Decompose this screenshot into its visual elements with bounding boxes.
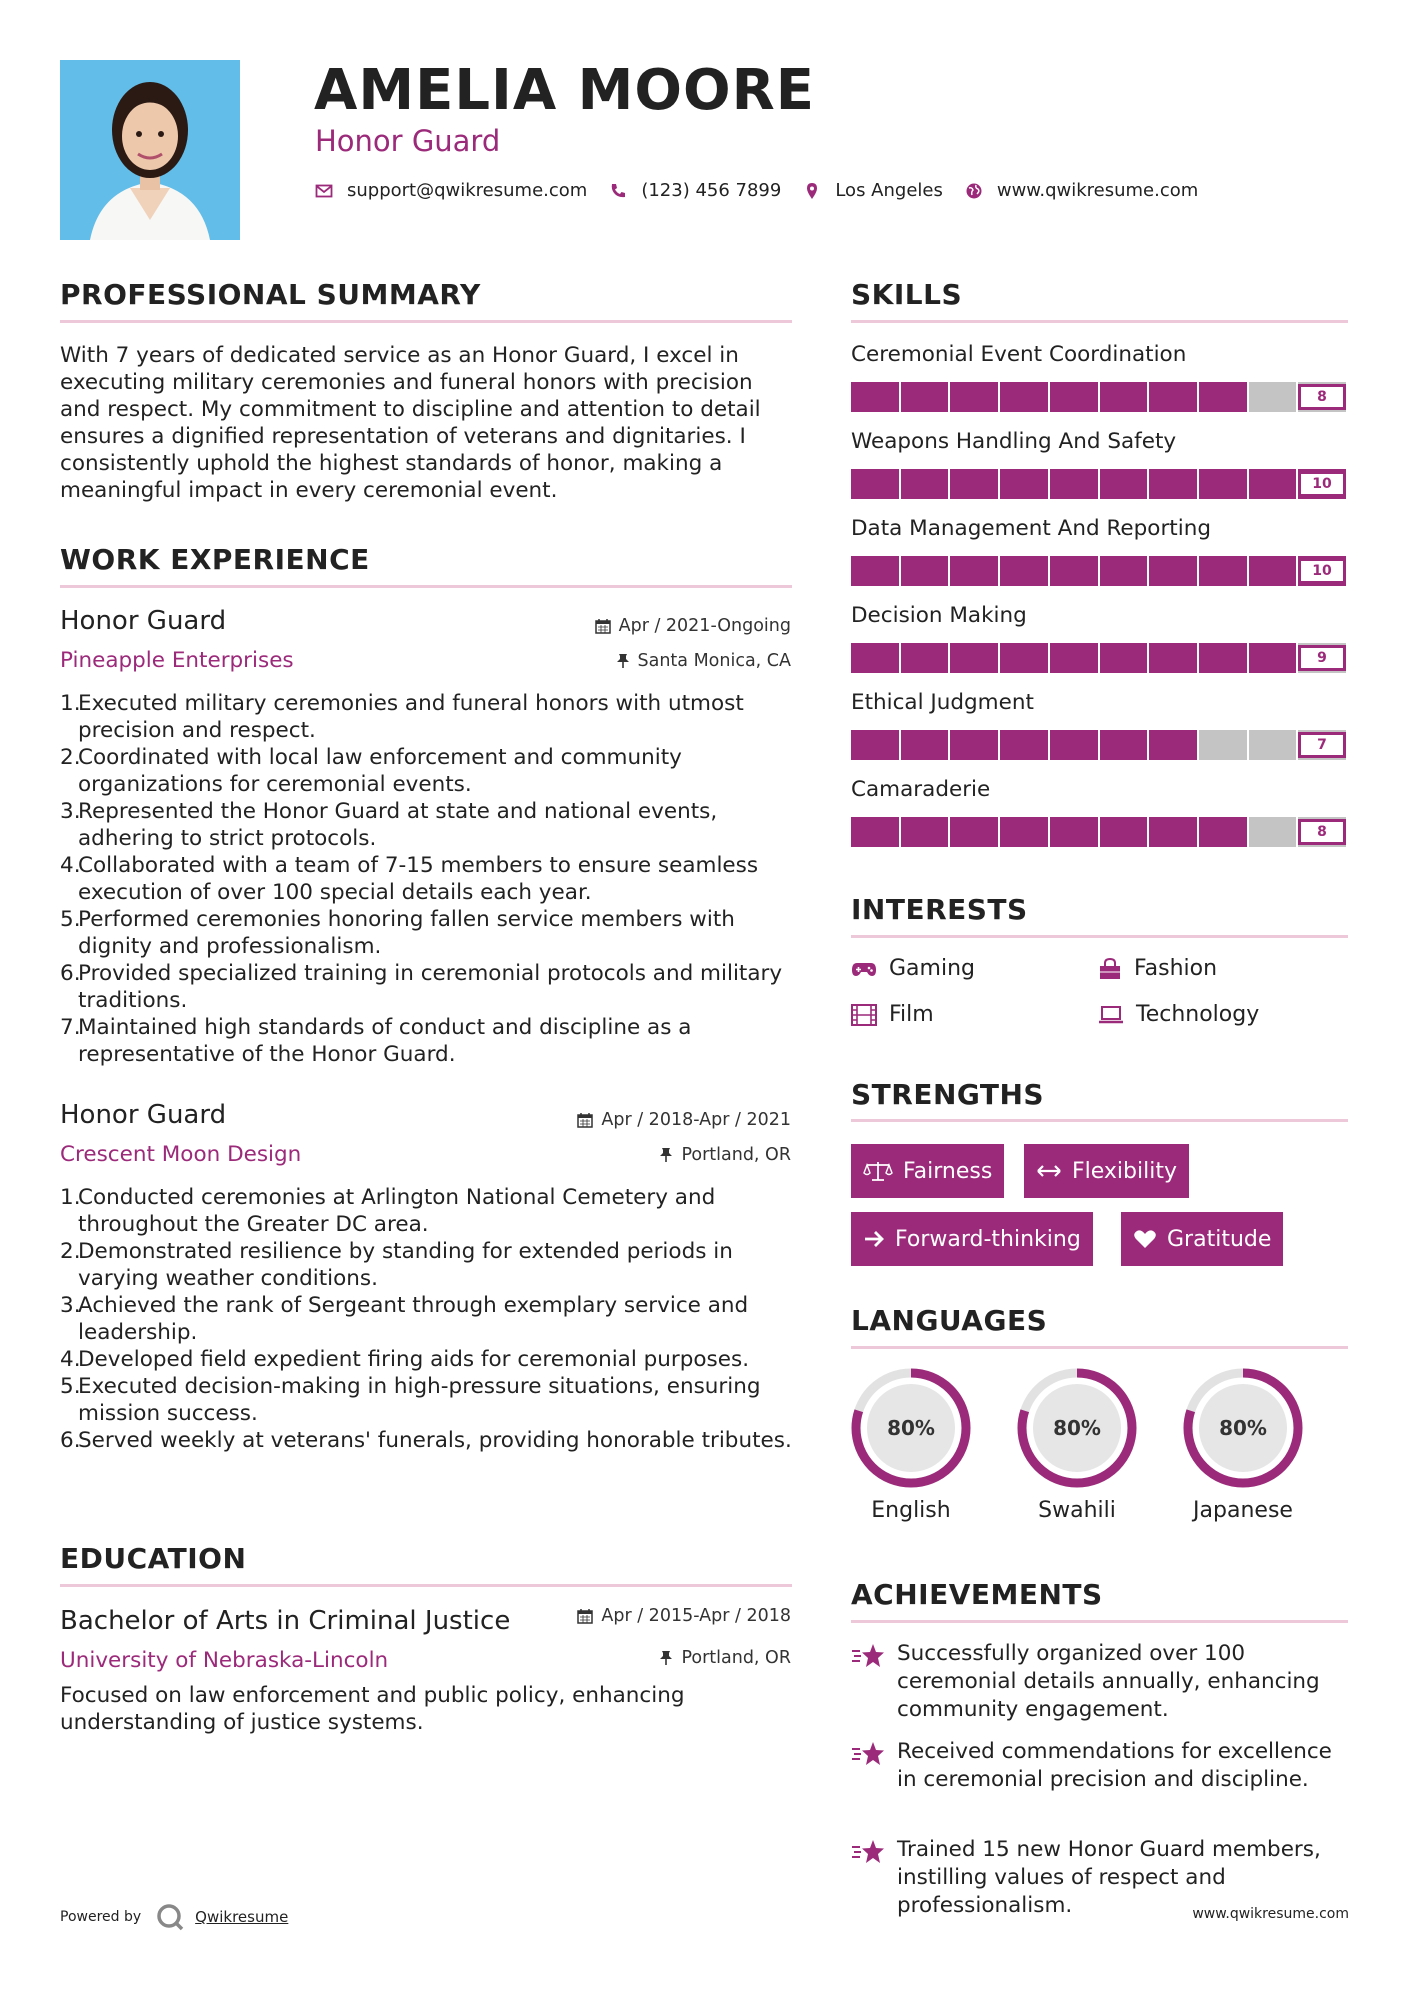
profile-photo — [60, 60, 240, 240]
skill-bar-segment — [1050, 643, 1098, 673]
summary-text: With 7 years of dedicated service as an Honor Guard, I excel in executing military ceremonies and funeral honors with precision and respect. My commitment to discipline and attention to detail ensures a dignified representation of veterans and dignitaries. I consistently uphold the highest standards of honor, making a meaningful impact in every ceremonial event. — [60, 343, 761, 503]
star-icon — [851, 1838, 885, 1866]
education-dates-text: Apr / 2015-Apr / 2018 — [601, 1606, 791, 1626]
pushpin-icon — [659, 1147, 673, 1163]
achievement-text: Successfully organized over 100 ceremonial details annually, enhancing community engagement. — [897, 1641, 1320, 1722]
balance-scale-icon — [863, 1160, 893, 1182]
skill-bar-segment — [1199, 817, 1247, 847]
list-item: Achieved the rank of Sergeant through exemplary service and leadership. — [78, 1293, 749, 1345]
skill-bar — [851, 817, 1348, 847]
interest-item-film — [851, 1002, 934, 1027]
globe-icon — [965, 182, 983, 200]
contact-email[interactable] — [315, 180, 587, 201]
experience-heading: WORK EXPERIENCE — [60, 543, 370, 576]
strength-tag-gratitude — [1121, 1212, 1283, 1266]
job-title: Honor Guard — [60, 606, 227, 636]
skill-bar-segment — [1199, 730, 1247, 760]
language-ring — [1015, 1366, 1139, 1494]
list-item: Performed ceremonies honoring fallen service members with dignity and professionalism. — [78, 907, 735, 959]
skill-bar-segment — [1149, 382, 1197, 412]
language-percent: 80% — [1053, 1416, 1101, 1440]
skill-bar-segment — [1100, 643, 1148, 673]
job-company: Crescent Moon Design — [60, 1142, 302, 1167]
job-location-text: Santa Monica, CA — [637, 651, 791, 671]
pushpin-icon — [659, 1650, 673, 1666]
job-company: Pineapple Enterprises — [60, 648, 294, 673]
strength-tag-flexibility — [1024, 1144, 1189, 1198]
job-duties-list — [60, 690, 795, 1068]
skill-bar-segment — [1199, 469, 1247, 499]
skills-heading: SKILLS — [851, 278, 963, 311]
skill-bar-segment — [1249, 643, 1297, 673]
language-progress-ring — [849, 1366, 973, 1490]
calendar-icon — [577, 1608, 593, 1624]
strength-tag-forward-thinking — [851, 1212, 1093, 1266]
job-title: Honor Guard — [60, 1100, 227, 1130]
skill-level-badge: 10 — [1298, 471, 1346, 497]
summary-divider — [60, 320, 792, 323]
skill-label: Weapons Handling And Safety — [851, 429, 1177, 454]
interest-label: Technology — [1136, 1002, 1260, 1027]
strength-label: Gratitude — [1167, 1226, 1272, 1252]
language-progress-ring — [1015, 1366, 1139, 1490]
skill-bar-segment — [1000, 382, 1048, 412]
gamepad-icon — [851, 960, 877, 978]
job-location — [616, 651, 792, 671]
summary-heading: PROFESSIONAL SUMMARY — [60, 278, 481, 311]
education-divider — [60, 1584, 792, 1587]
achievement-item — [851, 1640, 1351, 1724]
skill-bar-segment — [1000, 730, 1048, 760]
skill-bar-segment — [1000, 556, 1048, 586]
interest-item-technology — [1098, 1002, 1259, 1027]
contact-location — [803, 180, 943, 201]
interest-item-gaming — [851, 956, 975, 981]
interest-label: Film — [889, 1002, 934, 1027]
job-duties-list — [60, 1184, 795, 1454]
list-item: Demonstrated resilience by standing for extended periods in varying weather conditions. — [78, 1239, 733, 1291]
language-percent: 80% — [1219, 1416, 1267, 1440]
strengths-divider — [851, 1119, 1348, 1122]
language-name: Swahili — [1038, 1498, 1116, 1523]
shopping-bag-icon — [1098, 958, 1122, 980]
job-dates — [577, 1110, 791, 1130]
skill-level-badge: 8 — [1298, 384, 1346, 410]
skill-bar-segment — [1000, 643, 1048, 673]
skill-bar-segment — [950, 643, 998, 673]
skill-bar-segment — [1199, 556, 1247, 586]
interests-heading: INTERESTS — [851, 893, 1028, 926]
strength-tag-fairness — [851, 1144, 1004, 1198]
list-item: Represented the Honor Guard at state and national events, adhering to strict protocols. — [78, 799, 718, 851]
list-item: Developed field expedient firing aids for ceremonial purposes. — [78, 1347, 750, 1372]
location-text: Los Angeles — [835, 180, 943, 201]
skill-bar — [851, 730, 1348, 760]
languages-divider — [851, 1346, 1348, 1349]
job-location — [659, 1145, 791, 1165]
skill-bar-segment — [851, 643, 899, 673]
skill-bar — [851, 556, 1348, 586]
skill-bar-segment — [1050, 469, 1098, 499]
phone-text: (123) 456 7899 — [641, 180, 782, 201]
language-percent: 80% — [887, 1416, 935, 1440]
skill-bar — [851, 469, 1348, 499]
skill-bar-segment — [1050, 382, 1098, 412]
strength-label: Forward-thinking — [895, 1226, 1081, 1252]
achievement-text: Trained 15 new Honor Guard members, instilling values of respect and professionalism. — [897, 1837, 1321, 1918]
language-name: English — [871, 1498, 951, 1523]
film-icon — [851, 1004, 877, 1026]
skill-label: Ceremonial Event Coordination — [851, 342, 1187, 367]
interest-item-fashion — [1098, 956, 1217, 981]
skill-bar-segment — [901, 556, 949, 586]
achievements-heading: ACHIEVEMENTS — [851, 1578, 1103, 1611]
skill-bar-segment — [901, 730, 949, 760]
skill-bar-segment — [950, 817, 998, 847]
list-item: Executed military ceremonies and funeral honors with utmost precision and respect. — [78, 691, 744, 743]
skill-bar-segment — [901, 469, 949, 499]
education-dates — [577, 1606, 791, 1626]
skill-bar — [851, 643, 1348, 673]
candidate-name: AMELIA MOORE — [314, 58, 815, 123]
skill-bar-segment — [851, 730, 899, 760]
language-ring — [849, 1366, 973, 1494]
skill-label: Decision Making — [851, 603, 1027, 628]
skill-bar-segment — [851, 469, 899, 499]
skill-bar-segment — [950, 469, 998, 499]
language-name: Japanese — [1193, 1498, 1293, 1523]
email-text: support@qwikresume.com — [347, 180, 588, 201]
skill-bar-segment — [950, 730, 998, 760]
contact-phone[interactable] — [609, 180, 781, 201]
strengths-heading: STRENGTHS — [851, 1078, 1045, 1111]
contact-bar — [315, 180, 1220, 201]
strength-label: Fairness — [903, 1158, 993, 1184]
education-location-text: Portland, OR — [681, 1648, 791, 1668]
achievement-item — [851, 1738, 1351, 1794]
skill-bar-segment — [1000, 469, 1048, 499]
skill-bar-segment — [1000, 817, 1048, 847]
skill-bar-segment — [1249, 382, 1297, 412]
achievement-text: Received commendations for excellence in ceremonial precision and discipline. — [897, 1739, 1332, 1792]
skill-bar-segment — [1249, 469, 1297, 499]
languages-heading: LANGUAGES — [851, 1304, 1048, 1337]
calendar-icon — [595, 618, 611, 634]
experience-divider — [60, 585, 792, 588]
skill-label: Camaraderie — [851, 777, 991, 802]
footer-powered-by — [60, 1902, 288, 1932]
star-icon — [851, 1740, 885, 1768]
skill-bar-segment — [1050, 556, 1098, 586]
interest-label: Gaming — [889, 956, 975, 981]
list-item: Maintained high standards of conduct and discipline as a representative of the Honor Guard. — [78, 1015, 692, 1067]
skill-bar-segment — [1100, 817, 1148, 847]
contact-website[interactable] — [965, 180, 1198, 201]
skill-bar-segment — [1100, 469, 1148, 499]
skill-bar — [851, 382, 1348, 412]
laptop-icon — [1098, 1006, 1124, 1024]
phone-icon — [609, 182, 627, 200]
skill-bar-segment — [1249, 817, 1297, 847]
skill-bar-segment — [1149, 556, 1197, 586]
skill-bar-segment — [1199, 643, 1247, 673]
skill-bar-segment — [901, 382, 949, 412]
skill-bar-segment — [1100, 556, 1148, 586]
skill-bar-segment — [1199, 382, 1247, 412]
arrows-horizontal-icon — [1036, 1163, 1062, 1179]
arrow-right-icon — [863, 1230, 885, 1248]
skill-bar-segment — [1249, 556, 1297, 586]
list-item: Coordinated with local law enforcement and community organizations for ceremonial events. — [78, 745, 682, 797]
website-text: www.qwikresume.com — [996, 180, 1199, 201]
candidate-title: Honor Guard — [315, 124, 501, 158]
skill-bar-segment — [950, 382, 998, 412]
star-icon — [851, 1642, 885, 1670]
skill-level-badge: 9 — [1298, 645, 1346, 671]
job-dates — [595, 616, 791, 636]
education-location — [659, 1648, 791, 1668]
skill-bar-segment — [901, 643, 949, 673]
skill-bar-segment — [1149, 469, 1197, 499]
achievements-divider — [851, 1620, 1348, 1623]
interests-divider — [851, 935, 1348, 938]
powered-by-text: Powered by — [60, 1909, 142, 1925]
calendar-icon — [577, 1112, 593, 1128]
envelope-icon — [315, 182, 333, 200]
footer-website[interactable]: www.qwikresume.com — [1192, 1906, 1349, 1922]
pushpin-icon — [616, 653, 630, 669]
skill-bar-segment — [1249, 730, 1297, 760]
skill-level-badge: 8 — [1298, 819, 1346, 845]
language-ring — [1181, 1366, 1305, 1494]
skill-level-badge: 10 — [1298, 558, 1346, 584]
job-location-text: Portland, OR — [681, 1145, 791, 1165]
skill-bar-segment — [1149, 730, 1197, 760]
list-item: Executed decision-making in high-pressure situations, ensuring mission success. — [78, 1374, 761, 1426]
list-item: Served weekly at veterans' funerals, providing honorable tributes. — [78, 1428, 792, 1453]
skills-divider — [851, 320, 1348, 323]
skill-bar-segment — [851, 817, 899, 847]
list-item: Provided specialized training in ceremonial protocols and military traditions. — [78, 961, 783, 1013]
skill-bar-segment — [1100, 730, 1148, 760]
education-description: Focused on law enforcement and public policy, enhancing understanding of justice systems. — [60, 1683, 685, 1735]
skill-bar-segment — [851, 382, 899, 412]
education-heading: EDUCATION — [60, 1542, 247, 1575]
job-dates-text: Apr / 2018-Apr / 2021 — [601, 1110, 791, 1130]
skill-level-badge: 7 — [1298, 732, 1346, 758]
skill-bar-segment — [1149, 643, 1197, 673]
map-pin-icon — [803, 182, 821, 200]
skill-bar-segment — [1100, 382, 1148, 412]
skill-bar-segment — [950, 556, 998, 586]
strength-label: Flexibility — [1072, 1158, 1177, 1184]
qwikresume-logo-icon — [155, 1902, 185, 1932]
skill-bar-segment — [851, 556, 899, 586]
qwikresume-link[interactable]: Qwikresume — [195, 1908, 289, 1926]
skill-bar-segment — [901, 817, 949, 847]
skill-label: Ethical Judgment — [851, 690, 1034, 715]
job-dates-text: Apr / 2021-Ongoing — [618, 616, 791, 636]
list-item: Collaborated with a team of 7-15 members to ensure seamless execution of over 100 special details each year. — [78, 853, 759, 905]
interest-label: Fashion — [1134, 956, 1218, 981]
skill-bar-segment — [1050, 730, 1098, 760]
degree-title: Bachelor of Arts in Criminal Justice — [60, 1606, 511, 1636]
skill-bar-segment — [1050, 817, 1098, 847]
language-progress-ring — [1181, 1366, 1305, 1490]
heart-icon — [1133, 1229, 1157, 1249]
list-item: Conducted ceremonies at Arlington National Cemetery and throughout the Greater DC area. — [78, 1185, 716, 1237]
school-name: University of Nebraska-Lincoln — [60, 1648, 389, 1673]
skill-bar-segment — [1149, 817, 1197, 847]
skill-label: Data Management And Reporting — [851, 516, 1211, 541]
